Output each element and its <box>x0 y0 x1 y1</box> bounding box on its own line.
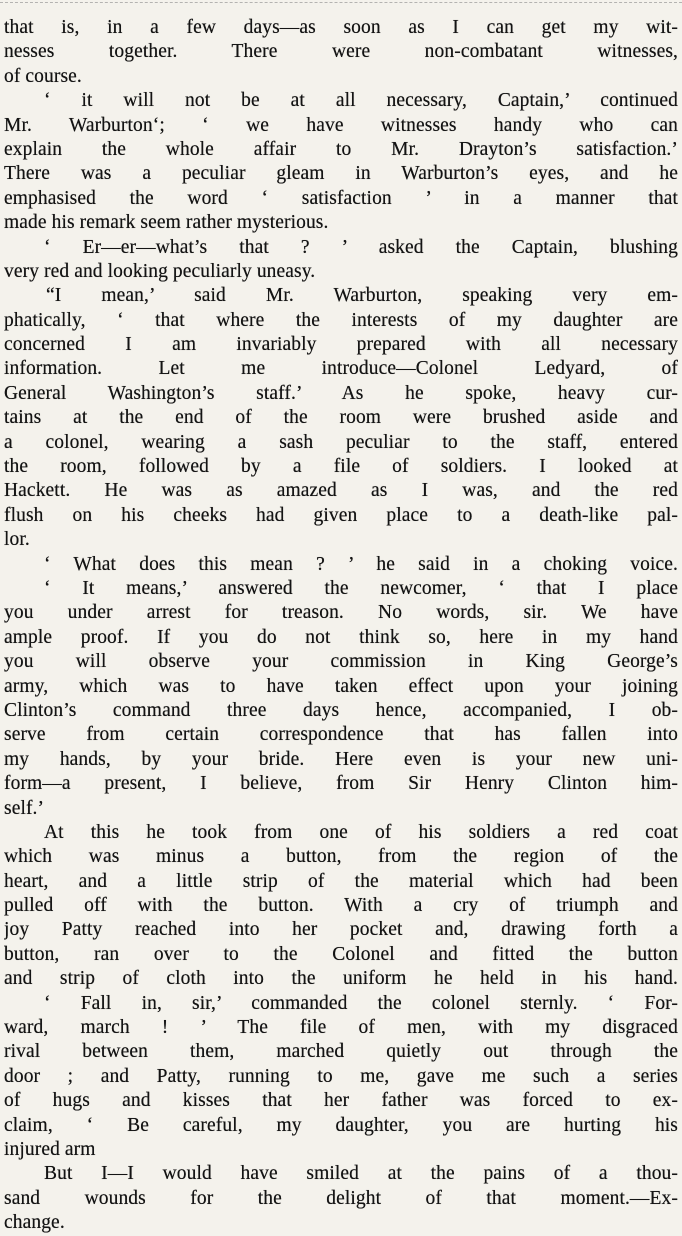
text-line: tains at the end of the room were brushed aside and <box>4 407 678 429</box>
text-line: of course. <box>4 65 82 87</box>
text-line: sand wounds for the delight of that moment.—Ex- <box>4 1187 678 1209</box>
text-line: ‘ it will not be at all necessary, Captain,’ continued <box>44 90 678 112</box>
text-line: flush on his cheeks had given place to a death-like pal- <box>4 504 678 526</box>
text-line: army, which was to have taken effect upon your joining <box>4 675 678 697</box>
text-line: joy Patty reached into her pocket and, drawing forth a <box>4 919 678 941</box>
text-line: claim, ‘ Be careful, my daughter, you are hurting his <box>4 1114 678 1136</box>
text-line: ‘ It means,’ answered the newcomer, ‘ that I place <box>44 577 678 599</box>
text-line: There was a peculiar gleam in Warburton’s eyes, and he <box>4 163 678 185</box>
top-rule <box>0 2 682 4</box>
text-line: door ; and Patty, running to me, gave me such a series <box>4 1065 678 1087</box>
text-line: ‘ Fall in, sir,’ commanded the colonel sternly. ‘ For- <box>44 992 678 1014</box>
text-line: rival between them, marched quietly out through the <box>4 1041 678 1063</box>
text-line: the room, followed by a file of soldiers. I looked at <box>4 456 678 478</box>
text-line: form—a present, I believe, from Sir Henry Clinton him- <box>4 773 678 795</box>
text-line: explain the whole affair to Mr. Drayton’s satisfaction.’ <box>4 138 678 160</box>
text-line: information. Let me introduce—Colonel Ledyard, of <box>4 358 678 380</box>
text-line: Hackett. He was as amazed as I was, and the red <box>4 480 678 502</box>
article-column <box>4 16 678 1236</box>
text-line: made his remark seem rather mysterious. <box>4 212 329 234</box>
text-line: emphasised the word ‘ satisfaction ’ in a manner that <box>4 187 678 209</box>
text-line: that is, in a few days—as soon as I can get my wit- <box>4 17 678 38</box>
text-line: heart, and a little strip of the material which had been <box>4 870 678 892</box>
text-line: At this he took from one of his soldiers a red coat <box>44 821 678 843</box>
text-line: and strip of cloth into the uniform he held in his hand. <box>4 968 678 990</box>
text-line: a colonel, wearing a sash peculiar to the staff, entered <box>4 431 678 453</box>
text-line: change. <box>4 1212 65 1234</box>
text-line: phatically, ‘ that where the interests of my daughter are <box>4 309 678 331</box>
text-line: injured arm <box>4 1138 96 1160</box>
text-line: concerned I am invariably prepared with all necessary <box>4 334 678 356</box>
text-line: serve from certain correspondence that has fallen into <box>4 724 678 746</box>
text-line: Clinton’s command three days hence, accompanied, I ob- <box>4 699 678 721</box>
text-line: But I—I would have smiled at the pains of a thou- <box>44 1163 678 1185</box>
text-line: ample proof. If you do not think so, here in my hand <box>4 626 678 648</box>
text-line: nesses together. There were non-combatant witnesses, <box>4 41 678 63</box>
text-line: self.’ <box>4 797 45 819</box>
text-line: my hands, by your bride. Here even is your new uni- <box>4 748 678 770</box>
text-line: ‘ What does this mean ? ’ he said in a choking voice. <box>44 553 678 575</box>
text-line: of hugs and kisses that her father was forced to ex- <box>4 1090 678 1112</box>
text-line: pulled off with the button. With a cry of triumph and <box>4 895 678 917</box>
text-line: button, ran over to the Colonel and fitted the button <box>4 943 678 965</box>
text-line: ward, march ! ’ The file of men, with my disgraced <box>4 1017 678 1039</box>
text-line: ‘ Er—er—what’s that ? ’ asked the Captain, blushing <box>44 236 678 258</box>
text-line: “I mean,’ said Mr. Warburton, speaking very em- <box>46 285 678 307</box>
text-line: you under arrest for treason. No words, sir. We have <box>4 602 678 624</box>
text-line: Mr. Warburton‘; ‘ we have witnesses handy who can <box>4 114 678 136</box>
text-line: you will observe your commission in King George’s <box>4 651 678 673</box>
text-line: General Washington’s staff.’ As he spoke, heavy cur- <box>4 382 678 404</box>
text-line: lor. <box>4 529 30 551</box>
text-line: which was minus a button, from the region of the <box>4 846 678 868</box>
text-line: very red and looking peculiarly uneasy. <box>4 260 316 282</box>
